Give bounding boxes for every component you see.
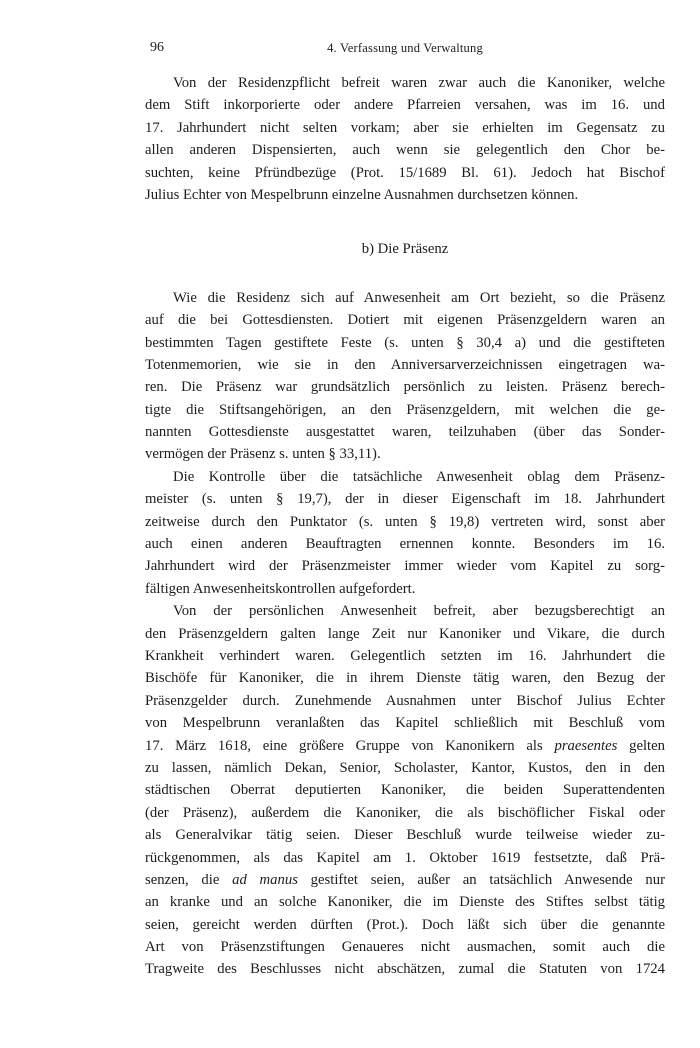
text-line: suchten, keine Pfründbezüge (Prot. 15/1689 Bl. 61). Jedoch hat Bischof [145,164,665,181]
text-line: Wie die Residenz sich auf Anwesenheit am Ort bezieht, so die Präsenz [173,289,665,306]
text-line: dem Stift inkorporierte oder andere Pfarreien versahen, was im 16. und [145,97,665,114]
text-line: rückgenommen, als das Kapitel am 1. Oktober 1619 festsetzte, daß Prä- [145,849,665,866]
text-line: auch einen anderen Beauftragten ernennen konnte. Besonders im 16. [145,536,665,553]
italic-term-ad-manus: ad manus [232,871,298,888]
text-line: vermögen der Präsenz s. unten § 33,11). [145,446,381,463]
text-segment: gelten [617,737,665,754]
text-line: als Generalvikar tätig seien. Dieser Beschluß wurde teilweise wieder zu- [145,827,665,844]
text-line: Totenmemorien, wie sie in den Anniversarverzeichnissen eingetragen wa- [145,356,665,373]
text-line: zu lassen, nämlich Dekan, Senior, Scholaster, Kantor, Kustos, den in den [145,759,665,776]
text-line: von Mespelbrunn veranlaßten das Kapitel schließlich mit Beschluß vom [145,715,665,732]
text-line: zeitweise durch den Punktator (s. unten § 19,8) vertreten wird, sonst aber [145,513,665,530]
italic-term-praesentes: praesentes [554,737,618,754]
text-segment: senzen, die [145,871,233,888]
paragraph-kontrolle [145,466,665,600]
text-line: Von der Residenzpflicht befreit waren zwar auch die Kanoniker, welche [173,75,665,91]
text-line: an kranke und an solche Kanoniker, die im Dienste des Stiftes selbst tätig [145,894,665,911]
section-heading: b) Die Präsenz [361,241,449,258]
text-segment: 17. März 1618, eine größere Gruppe von Kanonikern als [145,737,555,754]
text-segment: gestiftet seien, außer an tatsächlich Anwesende nur [297,871,665,888]
text-line: Die Kontrolle über die tatsächliche Anwesenheit oblag dem Präsenz- [173,468,665,485]
text-line: ren. Die Präsenz war grundsätzlich persönlich zu leisten. Präsenz berech- [145,379,665,396]
text-line: tigte die Stiftsangehörigen, an den Präsenzgeldern, mit welchen die ge- [145,401,665,418]
page-number: 96 [150,40,164,55]
text-line: auf die bei Gottesdiensten. Dotiert mit eigenen Präsenzgeldern waren an [145,312,665,329]
text-line [145,735,665,757]
text-line: Krankheit verhindert waren. Gelegentlich setzten im 16. Jahrhundert die [145,647,665,664]
text-line: Art von Präsenzstiftungen Genaueres nicht ausmachen, somit auch die [145,939,665,956]
text-line: Julius Echter von Mespelbrunn einzelne Ausnahmen durchsetzen können. [145,186,579,203]
page-header [145,40,665,60]
text-line: (der Präsenz), außerdem die Kanoniker, die als bischöflicher Fiskal oder [145,804,665,821]
text-line: nannten Gottesdienste ausgestattet waren, teilzuhaben (über das Sonder- [145,424,665,441]
text-line: den Präsenzgeldern galten lange Zeit nur Kanoniker und Vikare, die durch [145,625,665,642]
text-line: Von der persönlichen Anwesenheit befreit, aber bezugsberechtigt an [173,603,665,620]
text-line: Präsenzgelder durch. Zunehmende Ausnahmen unter Bischof Julius Echter [145,692,665,709]
text-line: fältigen Anwesenheitskontrollen aufgefordert. [145,580,416,597]
text-line: Tragweite des Beschlusses nicht abschätzen, zumal die Statuten von 1724 [145,961,665,978]
page-body [145,72,665,981]
text-line [145,869,665,891]
text-line: Bischöfe für Kanoniker, die in ihrem Dienste tätig waren, den Bezug der [145,670,665,687]
text-line: 17. Jahrhundert nicht selten vorkam; aber sie erhielten im Gegensatz zu [145,119,665,136]
running-head: 4. Verfassung und Verwaltung [327,41,483,55]
text-line: städtischen Oberrat deputierten Kanoniker, die beiden Superattendenten [145,782,665,799]
paragraph-praesenz [145,287,665,466]
paragraph-residenzpflicht [145,72,665,206]
text-line: bestimmten Tagen gestiftete Feste (s. unten § 30,4 a) und die gestifteten [145,334,665,351]
text-line: allen anderen Dispensierten, auch wenn sie gelegentlich den Chor be- [145,142,665,159]
text-line: seien, gereicht werden dürften (Prot.). Doch läßt sich über die genannte [145,916,665,933]
paragraph-ausnahmen [145,600,665,981]
text-line: meister (s. unten § 19,7), der in dieser Eigenschaft im 18. Jahrhundert [145,491,665,508]
text-line: Jahrhundert wird der Präsenzmeister immer wieder vom Kapitel zu sorg- [145,558,665,575]
